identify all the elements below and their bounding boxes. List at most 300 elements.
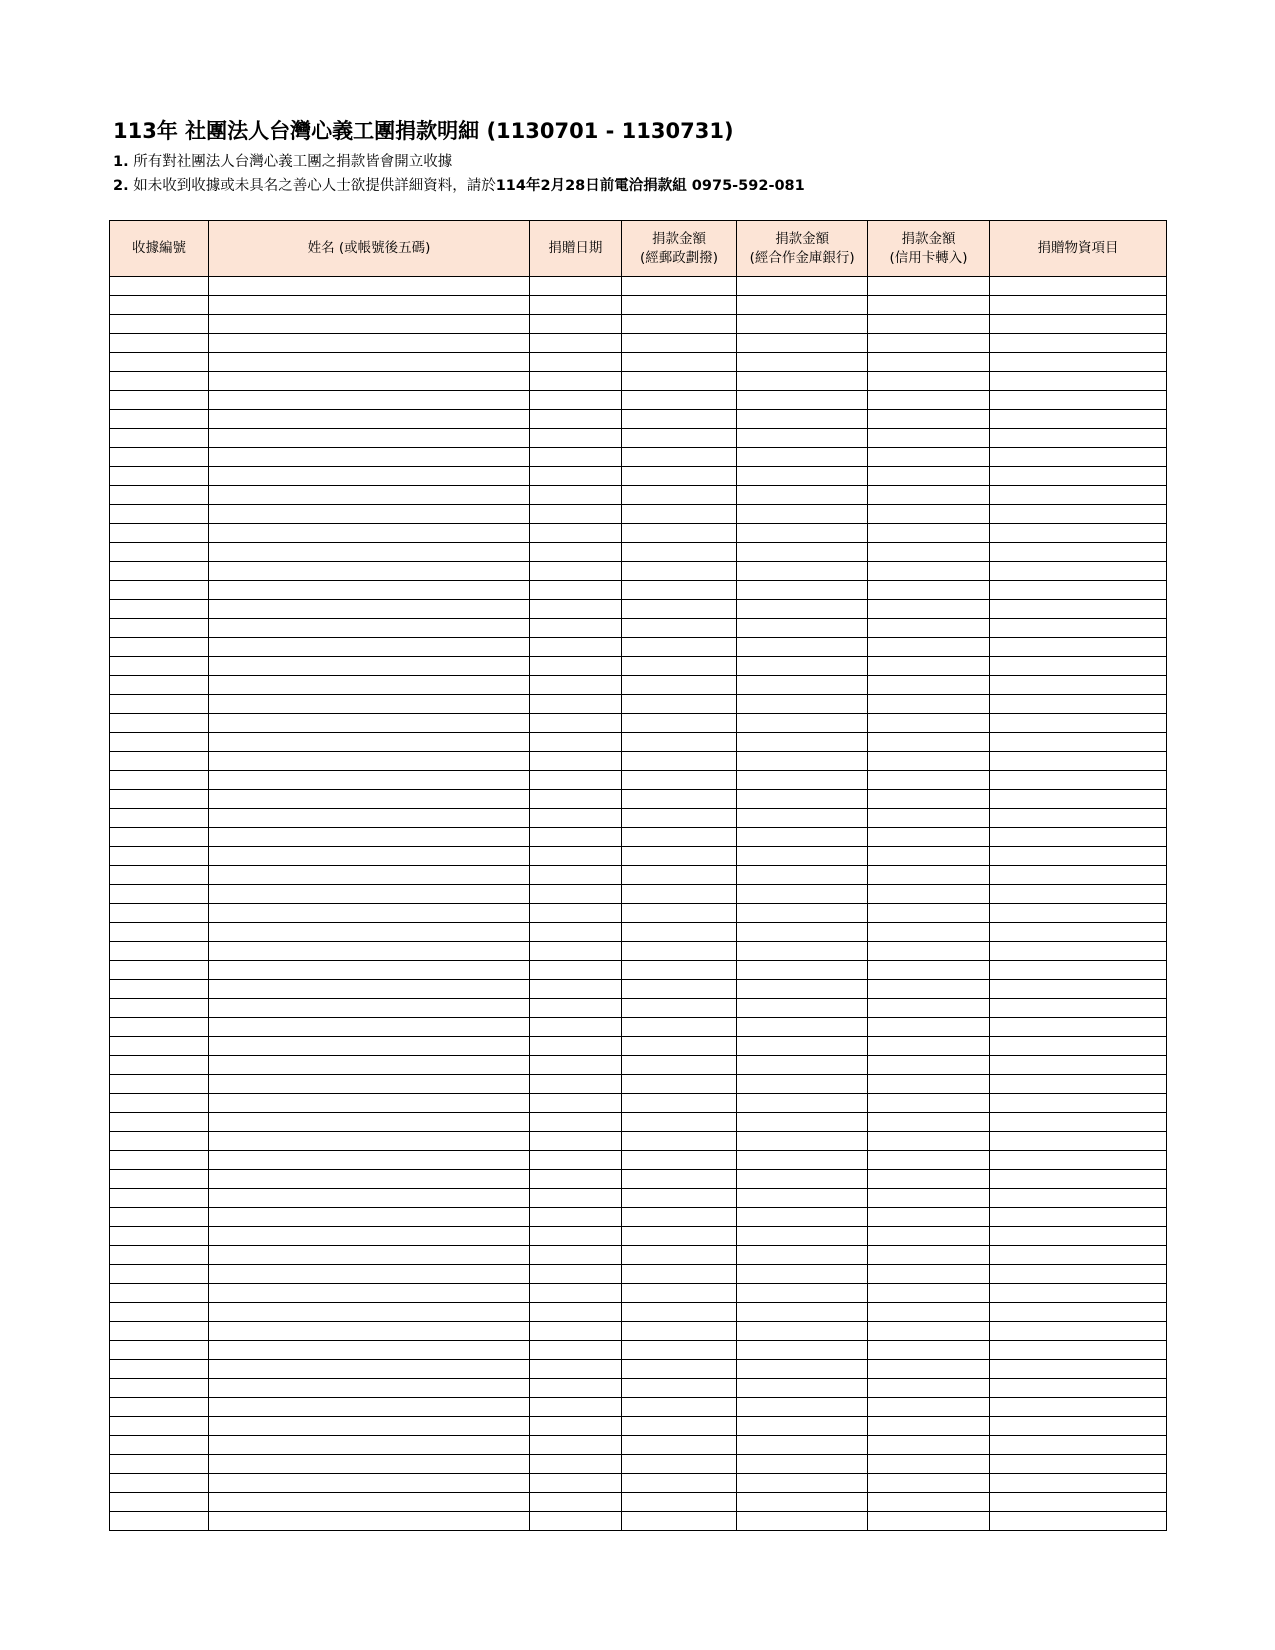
cell-amount-credit-card <box>867 885 989 904</box>
cell-donated-items <box>990 1512 1167 1531</box>
cell-amount-bank <box>737 1094 868 1113</box>
cell-donated-items <box>990 1284 1167 1303</box>
cell-donation-date <box>530 1322 622 1341</box>
cell-amount-postal <box>621 1189 737 1208</box>
cell-donated-items <box>990 1170 1167 1189</box>
cell-amount-postal <box>621 296 737 315</box>
cell-amount-postal <box>621 1417 737 1436</box>
cell-donation-date <box>530 1341 622 1360</box>
cell-amount-credit-card <box>867 543 989 562</box>
cell-receipt-number <box>110 505 209 524</box>
cell-amount-credit-card <box>867 1322 989 1341</box>
cell-donation-date <box>530 1208 622 1227</box>
cell-amount-postal <box>621 600 737 619</box>
cell-amount-bank <box>737 581 868 600</box>
cell-donation-date <box>530 1227 622 1246</box>
cell-donation-date <box>530 1455 622 1474</box>
table-row <box>110 600 1167 619</box>
cell-receipt-number <box>110 1075 209 1094</box>
cell-donated-items <box>990 1341 1167 1360</box>
cell-name <box>208 1227 529 1246</box>
cell-name <box>208 866 529 885</box>
cell-receipt-number <box>110 467 209 486</box>
cell-receipt-number <box>110 372 209 391</box>
cell-amount-bank <box>737 334 868 353</box>
table-row <box>110 885 1167 904</box>
cell-name <box>208 372 529 391</box>
table-row <box>110 543 1167 562</box>
cell-amount-bank <box>737 1455 868 1474</box>
cell-amount-credit-card <box>867 980 989 999</box>
cell-amount-credit-card <box>867 1360 989 1379</box>
table-row <box>110 277 1167 296</box>
cell-amount-bank <box>737 657 868 676</box>
cell-name <box>208 695 529 714</box>
cell-amount-credit-card <box>867 467 989 486</box>
cell-name <box>208 1379 529 1398</box>
cell-amount-postal <box>621 695 737 714</box>
cell-name <box>208 1493 529 1512</box>
cell-amount-bank <box>737 1246 868 1265</box>
cell-donated-items <box>990 904 1167 923</box>
table-row <box>110 467 1167 486</box>
cell-amount-postal <box>621 410 737 429</box>
header-amount-postal: 捐款金額 (經郵政劃撥) <box>621 221 737 277</box>
cell-amount-bank <box>737 999 868 1018</box>
cell-name <box>208 961 529 980</box>
cell-amount-bank <box>737 1360 868 1379</box>
cell-donated-items <box>990 562 1167 581</box>
cell-receipt-number <box>110 1265 209 1284</box>
cell-amount-postal <box>621 847 737 866</box>
cell-amount-postal <box>621 372 737 391</box>
cell-donation-date <box>530 904 622 923</box>
cell-amount-credit-card <box>867 524 989 543</box>
cell-amount-bank <box>737 1379 868 1398</box>
cell-donation-date <box>530 1436 622 1455</box>
note-1-number: 1. <box>113 154 129 170</box>
table-row <box>110 562 1167 581</box>
cell-receipt-number <box>110 904 209 923</box>
table-body <box>110 277 1167 1531</box>
cell-name <box>208 1132 529 1151</box>
cell-receipt-number <box>110 866 209 885</box>
cell-amount-postal <box>621 1322 737 1341</box>
cell-name <box>208 1246 529 1265</box>
cell-receipt-number <box>110 1436 209 1455</box>
cell-name <box>208 980 529 999</box>
cell-donated-items <box>990 1474 1167 1493</box>
cell-amount-bank <box>737 1075 868 1094</box>
cell-amount-bank <box>737 638 868 657</box>
cell-receipt-number <box>110 980 209 999</box>
cell-amount-credit-card <box>867 942 989 961</box>
table-row <box>110 391 1167 410</box>
cell-amount-bank <box>737 1512 868 1531</box>
cell-amount-credit-card <box>867 1436 989 1455</box>
table-row <box>110 1018 1167 1037</box>
cell-amount-credit-card <box>867 1151 989 1170</box>
cell-amount-bank <box>737 1341 868 1360</box>
cell-receipt-number <box>110 809 209 828</box>
cell-amount-credit-card <box>867 752 989 771</box>
cell-donation-date <box>530 372 622 391</box>
cell-donation-date <box>530 1113 622 1132</box>
cell-amount-postal <box>621 961 737 980</box>
cell-amount-postal <box>621 1265 737 1284</box>
cell-amount-credit-card <box>867 391 989 410</box>
cell-amount-bank <box>737 486 868 505</box>
cell-donated-items <box>990 505 1167 524</box>
cell-name <box>208 1170 529 1189</box>
header-row <box>110 221 1167 277</box>
cell-amount-postal <box>621 1379 737 1398</box>
note-2-number: 2. <box>113 178 129 194</box>
cell-name <box>208 334 529 353</box>
cell-amount-bank <box>737 1493 868 1512</box>
table-row <box>110 410 1167 429</box>
cell-amount-bank <box>737 562 868 581</box>
cell-donation-date <box>530 1037 622 1056</box>
cell-amount-credit-card <box>867 847 989 866</box>
cell-name <box>208 410 529 429</box>
cell-donation-date <box>530 562 622 581</box>
cell-amount-bank <box>737 1284 868 1303</box>
table-row <box>110 429 1167 448</box>
cell-donated-items <box>990 448 1167 467</box>
cell-amount-bank <box>737 961 868 980</box>
cell-amount-postal <box>621 885 737 904</box>
cell-donated-items <box>990 942 1167 961</box>
note-2 <box>113 176 805 196</box>
cell-donation-date <box>530 1132 622 1151</box>
cell-receipt-number <box>110 999 209 1018</box>
cell-name <box>208 1455 529 1474</box>
cell-donated-items <box>990 714 1167 733</box>
cell-amount-credit-card <box>867 1341 989 1360</box>
cell-donated-items <box>990 1379 1167 1398</box>
cell-amount-credit-card <box>867 486 989 505</box>
cell-amount-bank <box>737 790 868 809</box>
cell-donated-items <box>990 923 1167 942</box>
cell-receipt-number <box>110 1398 209 1417</box>
cell-amount-credit-card <box>867 961 989 980</box>
cell-name <box>208 448 529 467</box>
cell-donated-items <box>990 1436 1167 1455</box>
cell-amount-postal <box>621 1512 737 1531</box>
cell-name <box>208 923 529 942</box>
cell-receipt-number <box>110 923 209 942</box>
cell-amount-postal <box>621 353 737 372</box>
cell-donation-date <box>530 1360 622 1379</box>
cell-receipt-number <box>110 1170 209 1189</box>
cell-donated-items <box>990 581 1167 600</box>
cell-name <box>208 619 529 638</box>
table-row <box>110 999 1167 1018</box>
cell-amount-postal <box>621 999 737 1018</box>
cell-amount-bank <box>737 942 868 961</box>
cell-donated-items <box>990 1189 1167 1208</box>
cell-receipt-number <box>110 695 209 714</box>
cell-amount-postal <box>621 942 737 961</box>
cell-donation-date <box>530 1284 622 1303</box>
header-name: 姓名 (或帳號後五碼) <box>208 221 529 277</box>
cell-name <box>208 1037 529 1056</box>
cell-name <box>208 676 529 695</box>
cell-amount-postal <box>621 638 737 657</box>
cell-name <box>208 809 529 828</box>
cell-donated-items <box>990 600 1167 619</box>
cell-name <box>208 714 529 733</box>
cell-receipt-number <box>110 1284 209 1303</box>
cell-donated-items <box>990 733 1167 752</box>
header-donation-date: 捐贈日期 <box>530 221 622 277</box>
cell-amount-postal <box>621 524 737 543</box>
table-row <box>110 505 1167 524</box>
cell-amount-bank <box>737 904 868 923</box>
cell-amount-postal <box>621 923 737 942</box>
cell-receipt-number <box>110 1113 209 1132</box>
table-row <box>110 1056 1167 1075</box>
cell-amount-credit-card <box>867 1303 989 1322</box>
cell-name <box>208 1265 529 1284</box>
cell-name <box>208 581 529 600</box>
table-row <box>110 790 1167 809</box>
cell-receipt-number <box>110 315 209 334</box>
cell-amount-credit-card <box>867 315 989 334</box>
cell-donation-date <box>530 315 622 334</box>
cell-donation-date <box>530 410 622 429</box>
cell-amount-credit-card <box>867 733 989 752</box>
cell-donated-items <box>990 543 1167 562</box>
cell-amount-postal <box>621 809 737 828</box>
cell-amount-bank <box>737 1037 868 1056</box>
cell-receipt-number <box>110 1246 209 1265</box>
cell-donation-date <box>530 714 622 733</box>
cell-amount-postal <box>621 657 737 676</box>
cell-amount-credit-card <box>867 1284 989 1303</box>
table-row <box>110 1189 1167 1208</box>
cell-amount-postal <box>621 448 737 467</box>
cell-donation-date <box>530 695 622 714</box>
cell-donation-date <box>530 353 622 372</box>
cell-donated-items <box>990 638 1167 657</box>
cell-donated-items <box>990 1246 1167 1265</box>
cell-amount-bank <box>737 847 868 866</box>
cell-amount-bank <box>737 353 868 372</box>
cell-name <box>208 847 529 866</box>
cell-donation-date <box>530 657 622 676</box>
table-row <box>110 1303 1167 1322</box>
cell-donation-date <box>530 1417 622 1436</box>
cell-receipt-number <box>110 1227 209 1246</box>
table-row <box>110 524 1167 543</box>
table-row <box>110 809 1167 828</box>
cell-donated-items <box>990 961 1167 980</box>
cell-receipt-number <box>110 885 209 904</box>
cell-donated-items <box>990 1018 1167 1037</box>
cell-amount-bank <box>737 1322 868 1341</box>
cell-name <box>208 790 529 809</box>
cell-amount-bank <box>737 296 868 315</box>
cell-amount-bank <box>737 828 868 847</box>
cell-donation-date <box>530 1094 622 1113</box>
cell-receipt-number <box>110 619 209 638</box>
cell-receipt-number <box>110 733 209 752</box>
cell-amount-bank <box>737 733 868 752</box>
cell-receipt-number <box>110 1341 209 1360</box>
cell-amount-bank <box>737 866 868 885</box>
cell-amount-credit-card <box>867 809 989 828</box>
cell-receipt-number <box>110 847 209 866</box>
cell-amount-credit-card <box>867 1246 989 1265</box>
cell-donated-items <box>990 1151 1167 1170</box>
cell-amount-credit-card <box>867 1417 989 1436</box>
cell-donation-date <box>530 1246 622 1265</box>
table-row <box>110 980 1167 999</box>
cell-name <box>208 1512 529 1531</box>
cell-donation-date <box>530 334 622 353</box>
table-row <box>110 1398 1167 1417</box>
cell-donated-items <box>990 1094 1167 1113</box>
cell-receipt-number <box>110 410 209 429</box>
note-1-text: 所有對社團法人台灣心義工團之捐款皆會開立收據 <box>128 154 453 170</box>
cell-amount-postal <box>621 391 737 410</box>
cell-amount-credit-card <box>867 1474 989 1493</box>
cell-donation-date <box>530 1189 622 1208</box>
cell-donation-date <box>530 676 622 695</box>
cell-amount-postal <box>621 1132 737 1151</box>
cell-name <box>208 524 529 543</box>
cell-donation-date <box>530 619 622 638</box>
cell-receipt-number <box>110 1322 209 1341</box>
table-row <box>110 771 1167 790</box>
cell-receipt-number <box>110 448 209 467</box>
cell-amount-bank <box>737 1056 868 1075</box>
cell-amount-bank <box>737 1227 868 1246</box>
cell-name <box>208 1075 529 1094</box>
cell-donation-date <box>530 467 622 486</box>
note-2-deadline-contact: 114年2月28日前電洽捐款組 0975-592-081 <box>495 178 805 194</box>
cell-receipt-number <box>110 961 209 980</box>
table-row <box>110 1208 1167 1227</box>
cell-name <box>208 752 529 771</box>
table-row <box>110 486 1167 505</box>
cell-donated-items <box>990 410 1167 429</box>
cell-amount-postal <box>621 277 737 296</box>
cell-amount-credit-card <box>867 1170 989 1189</box>
cell-name <box>208 543 529 562</box>
cell-amount-postal <box>621 1493 737 1512</box>
cell-amount-bank <box>737 676 868 695</box>
cell-name <box>208 942 529 961</box>
cell-receipt-number <box>110 1303 209 1322</box>
cell-name <box>208 1360 529 1379</box>
cell-receipt-number <box>110 1208 209 1227</box>
cell-amount-postal <box>621 486 737 505</box>
cell-receipt-number <box>110 296 209 315</box>
table-row <box>110 1512 1167 1531</box>
cell-receipt-number <box>110 771 209 790</box>
cell-amount-credit-card <box>867 1398 989 1417</box>
cell-donated-items <box>990 1056 1167 1075</box>
table-row <box>110 1265 1167 1284</box>
cell-name <box>208 1398 529 1417</box>
cell-donation-date <box>530 543 622 562</box>
page-title: 113年 社團法人台灣心義工團捐款明細 (1130701 - 1130731) <box>113 119 734 143</box>
cell-donated-items <box>990 1398 1167 1417</box>
cell-receipt-number <box>110 1189 209 1208</box>
table-row <box>110 619 1167 638</box>
cell-name <box>208 1151 529 1170</box>
cell-receipt-number <box>110 524 209 543</box>
cell-amount-postal <box>621 733 737 752</box>
cell-donation-date <box>530 1018 622 1037</box>
cell-amount-postal <box>621 1151 737 1170</box>
cell-donation-date <box>530 524 622 543</box>
table-row <box>110 1170 1167 1189</box>
table-row <box>110 1474 1167 1493</box>
table-row <box>110 1379 1167 1398</box>
table-row <box>110 1113 1167 1132</box>
cell-name <box>208 1436 529 1455</box>
cell-amount-bank <box>737 619 868 638</box>
cell-receipt-number <box>110 828 209 847</box>
cell-amount-credit-card <box>867 828 989 847</box>
table-row <box>110 1094 1167 1113</box>
cell-name <box>208 429 529 448</box>
cell-donation-date <box>530 1493 622 1512</box>
cell-donated-items <box>990 657 1167 676</box>
cell-amount-postal <box>621 1455 737 1474</box>
cell-name <box>208 657 529 676</box>
table-row <box>110 657 1167 676</box>
cell-name <box>208 999 529 1018</box>
cell-name <box>208 638 529 657</box>
cell-amount-postal <box>621 505 737 524</box>
cell-amount-credit-card <box>867 1056 989 1075</box>
cell-amount-bank <box>737 980 868 999</box>
table-row <box>110 581 1167 600</box>
cell-receipt-number <box>110 1379 209 1398</box>
table-row <box>110 904 1167 923</box>
cell-amount-credit-card <box>867 448 989 467</box>
cell-amount-postal <box>621 1303 737 1322</box>
cell-name <box>208 1189 529 1208</box>
cell-amount-credit-card <box>867 676 989 695</box>
cell-donated-items <box>990 676 1167 695</box>
cell-amount-postal <box>621 1341 737 1360</box>
cell-amount-bank <box>737 923 868 942</box>
cell-amount-postal <box>621 1227 737 1246</box>
cell-name <box>208 467 529 486</box>
cell-donated-items <box>990 524 1167 543</box>
cell-donated-items <box>990 1227 1167 1246</box>
cell-amount-credit-card <box>867 277 989 296</box>
header-amount-bank: 捐款金額 (經合作金庫銀行) <box>737 221 868 277</box>
cell-amount-credit-card <box>867 1113 989 1132</box>
cell-donated-items <box>990 1322 1167 1341</box>
cell-donated-items <box>990 866 1167 885</box>
cell-amount-bank <box>737 1436 868 1455</box>
table-row <box>110 1132 1167 1151</box>
cell-amount-postal <box>621 828 737 847</box>
cell-amount-bank <box>737 809 868 828</box>
cell-amount-credit-card <box>867 1379 989 1398</box>
cell-receipt-number <box>110 391 209 410</box>
cell-donated-items <box>990 429 1167 448</box>
cell-donated-items <box>990 1132 1167 1151</box>
